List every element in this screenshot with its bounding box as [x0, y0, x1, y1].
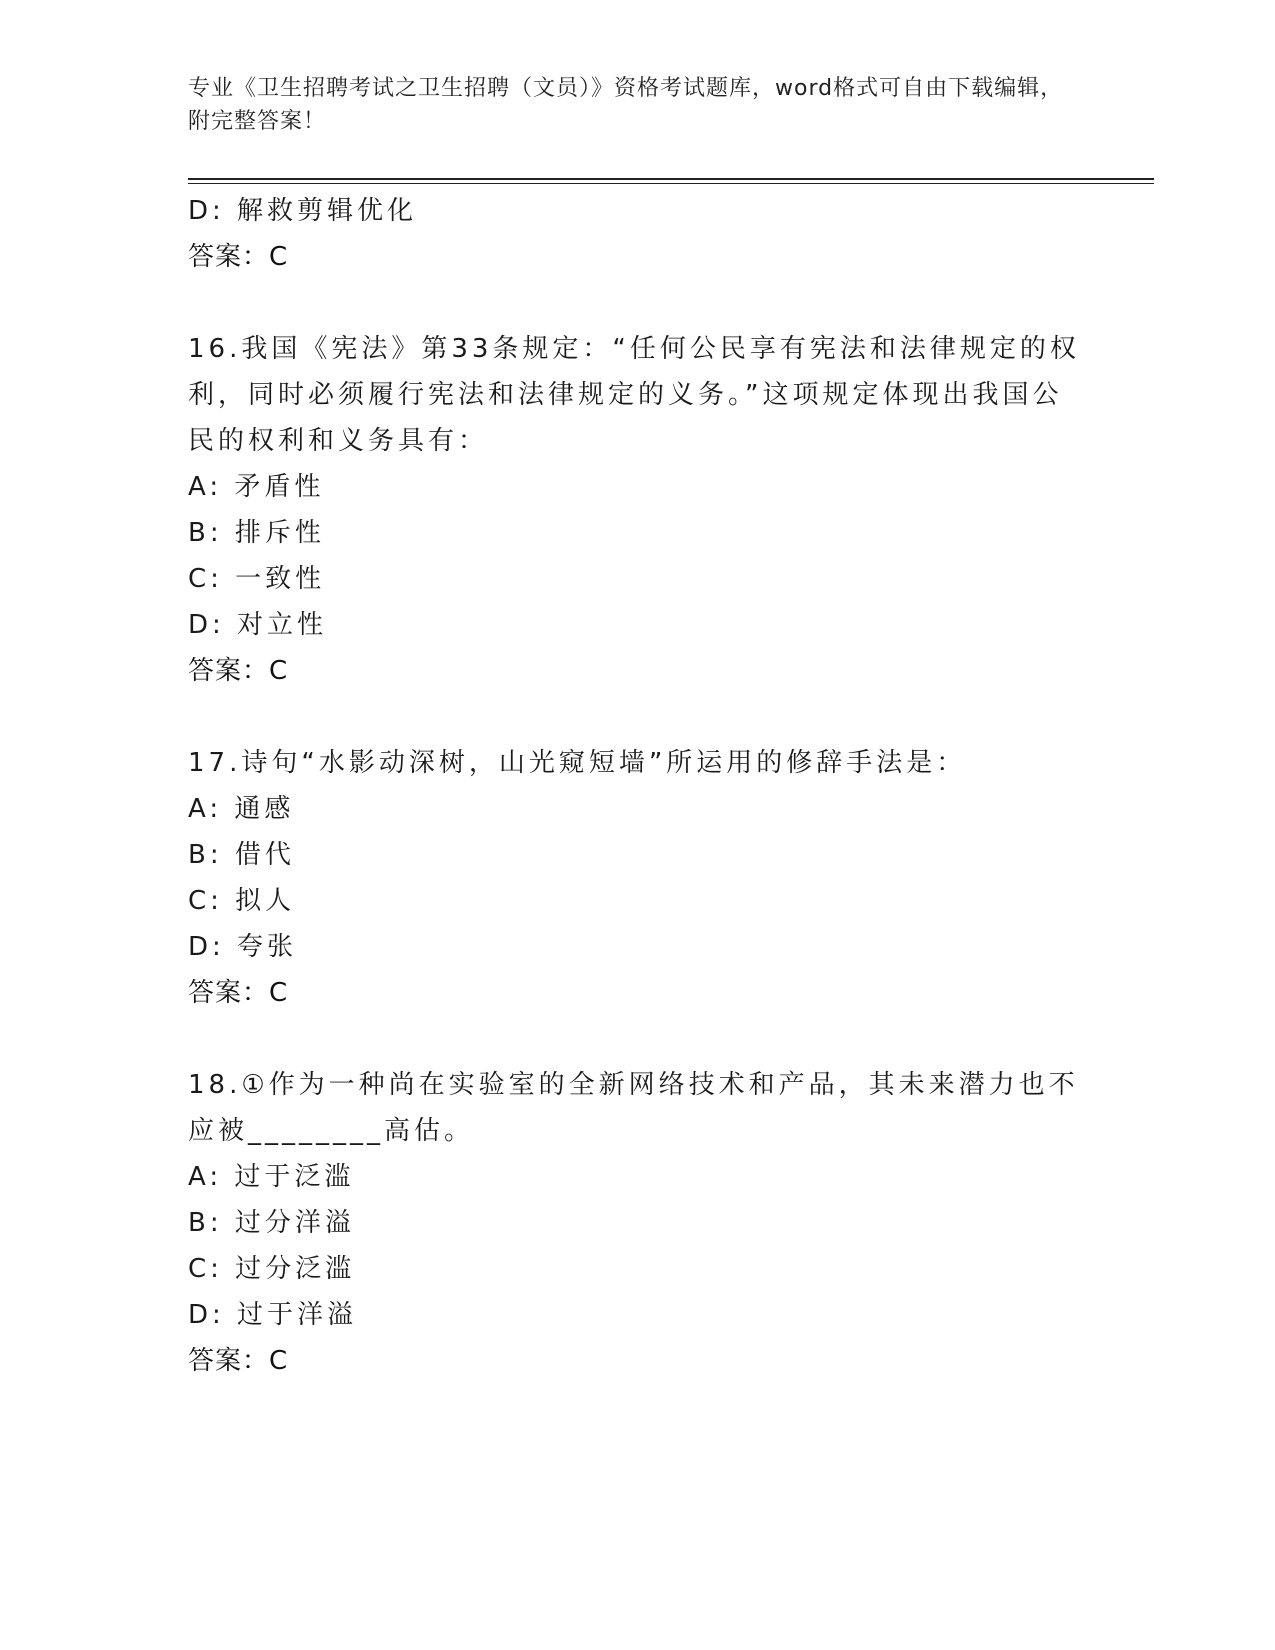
option-d: D: 对立性 [188, 610, 328, 640]
question-18 [188, 1062, 1088, 1384]
answer: 答案：C [188, 1346, 289, 1376]
question-text: 16.我国《宪法》第33条规定：“任何公民享有宪法和法律规定的权利，同时必须履行宪法和法律规定的义务。”这项规定体现出我国公民的权利和义务具有： [188, 334, 1080, 456]
spacer [188, 1016, 1088, 1062]
option-b: B: 排斥性 [188, 518, 325, 548]
option-b: B: 借代 [188, 840, 295, 870]
answer: 答案：C [188, 656, 289, 686]
spacer [188, 280, 1088, 326]
question-16 [188, 326, 1088, 694]
option-a: A: 通感 [188, 794, 295, 824]
question-text: 17.诗句“水影动深树，山光窥短墙”所运用的修辞手法是： [188, 748, 967, 778]
option-c: C: 拟人 [188, 886, 296, 916]
answer: 答案：C [188, 978, 289, 1008]
header-rule-thick [188, 178, 1154, 180]
option-c: C: 一致性 [188, 564, 326, 594]
option-b: B: 过分洋溢 [188, 1208, 355, 1238]
prev-answer: 答案：C [188, 242, 289, 272]
option-a: A: 矛盾性 [188, 472, 325, 502]
option-d: D: 过于洋溢 [188, 1300, 358, 1330]
question-17 [188, 740, 1088, 1016]
header-rule-thin [188, 183, 1154, 184]
question-text: 18.①作为一种尚在实验室的全新网络技术和产品，其未来潜力也不应被________高估。 [188, 1070, 1079, 1146]
document-header: 专业《卫生招聘考试之卫生招聘（文员）》资格考试题库，word格式可自由下载编辑，附完整答案！ [188, 76, 1064, 134]
option-a: A: 过于泛滥 [188, 1162, 355, 1192]
document-body [188, 188, 1088, 1384]
spacer [188, 694, 1088, 740]
prev-option-d: D: 解救剪辑优化 [188, 196, 418, 226]
option-c: C: 过分泛滥 [188, 1254, 356, 1284]
option-d: D: 夸张 [188, 932, 298, 962]
